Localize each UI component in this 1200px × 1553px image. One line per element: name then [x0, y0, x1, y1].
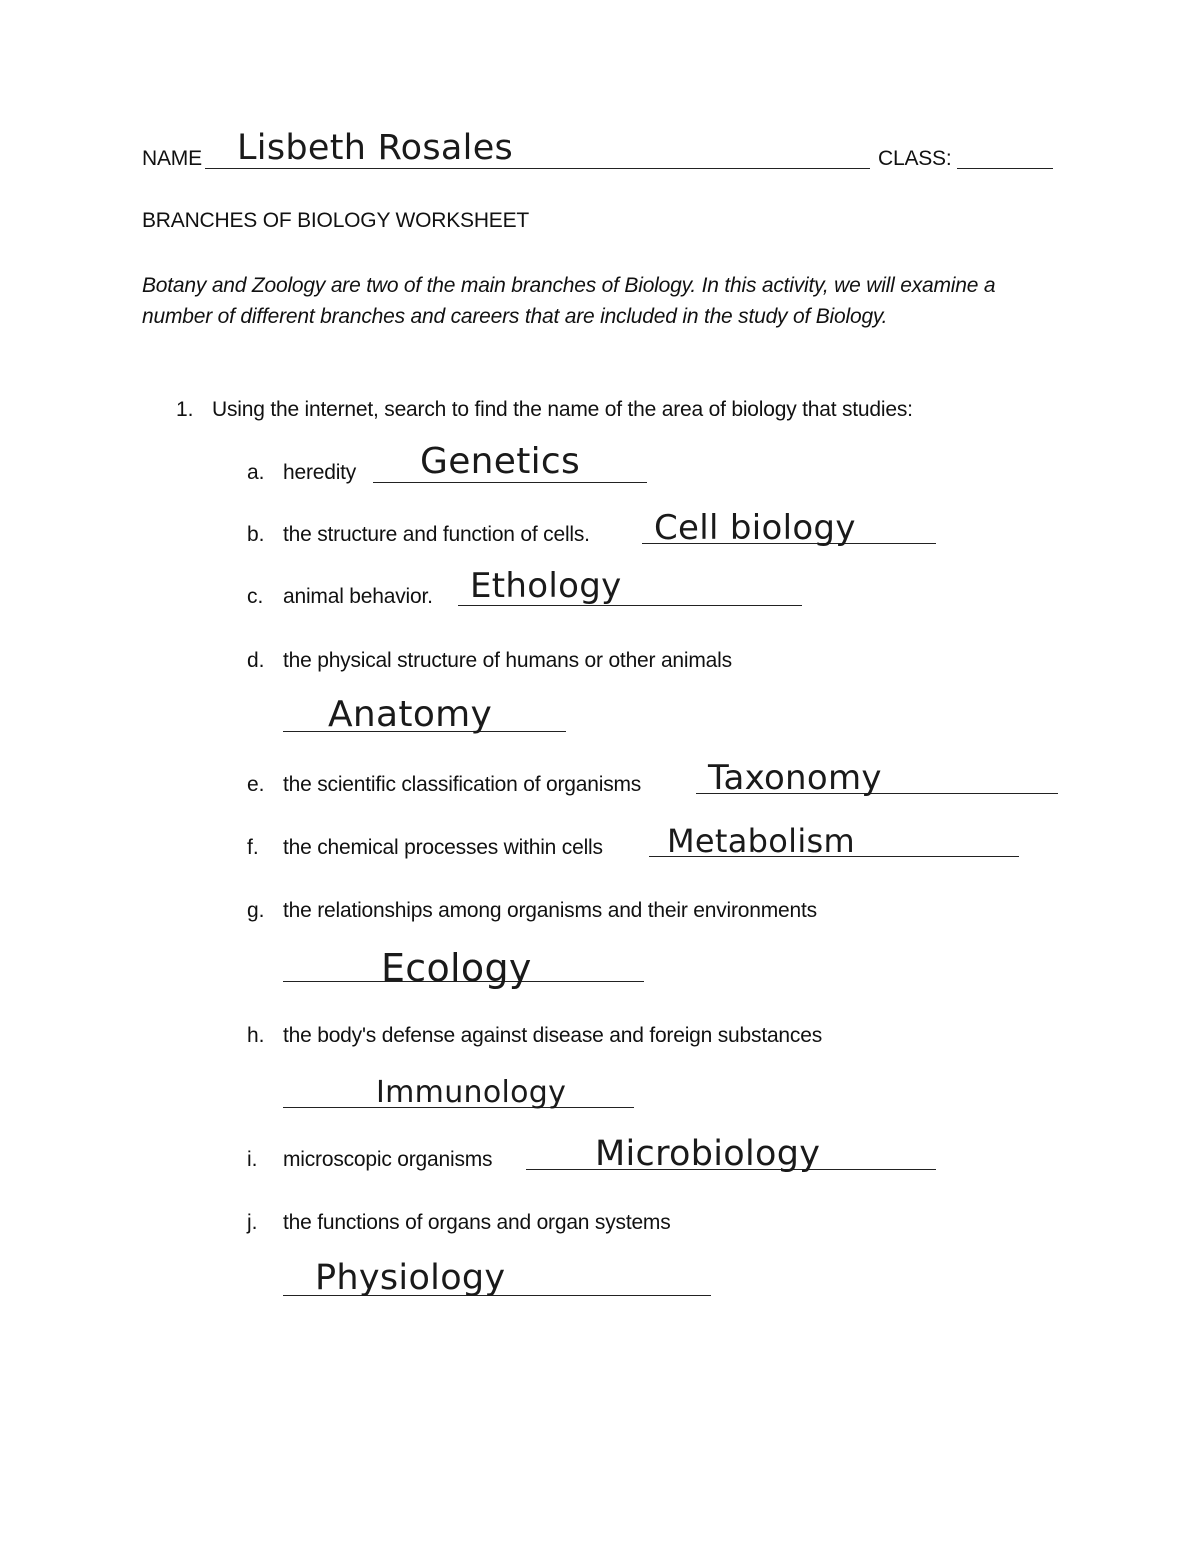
item-e-answer[interactable]: Taxonomy — [708, 758, 882, 798]
item-i-prompt: microscopic organisms — [283, 1148, 493, 1171]
item-e-prompt: the scientific classification of organisms — [283, 773, 642, 796]
item-g-letter: g. — [247, 899, 265, 922]
item-b-answer[interactable]: Cell biology — [654, 508, 856, 548]
item-a-answer[interactable]: Genetics — [420, 441, 581, 482]
item-f-letter: f. — [247, 836, 259, 859]
item-c-letter: c. — [247, 585, 264, 608]
question-number: 1. — [176, 398, 194, 421]
item-i-letter: i. — [247, 1148, 258, 1171]
item-e-letter: e. — [247, 773, 265, 796]
item-j-prompt: the functions of organs and organ systems — [283, 1211, 671, 1234]
class-label: CLASS: — [878, 147, 952, 170]
item-f-answer[interactable]: Metabolism — [667, 822, 855, 860]
item-b-letter: b. — [247, 523, 265, 546]
item-h-answer[interactable]: Immunology — [376, 1075, 567, 1110]
item-d-answer[interactable]: Anatomy — [328, 694, 493, 735]
item-f-prompt: the chemical processes within cells — [283, 836, 603, 859]
item-a-letter: a. — [247, 461, 265, 484]
item-b-prompt: the structure and function of cells. — [283, 523, 590, 546]
item-j-letter: j. — [247, 1211, 258, 1234]
name-field[interactable]: Lisbeth Rosales — [237, 128, 514, 168]
name-underline — [205, 168, 870, 169]
item-h-letter: h. — [247, 1024, 265, 1047]
item-c-answer[interactable]: Ethology — [470, 566, 622, 606]
worksheet-title: BRANCHES OF BIOLOGY WORKSHEET — [142, 209, 530, 232]
item-c-prompt: animal behavior. — [283, 585, 433, 608]
intro-paragraph: Botany and Zoology are two of the main branches of Biology. In this activity, we will examine a number of different branches and careers that are included in the study of Biology. — [142, 274, 996, 328]
question-text: Using the internet, search to find the name of the area of biology that studies: — [212, 398, 913, 421]
class-field[interactable] — [957, 168, 1053, 169]
item-a-underline — [373, 482, 647, 483]
item-i-answer[interactable]: Microbiology — [595, 1134, 821, 1174]
item-j-answer[interactable]: Physiology — [315, 1258, 506, 1298]
item-d-prompt: the physical structure of humans or other animals — [283, 649, 732, 672]
item-g-answer[interactable]: Ecology — [381, 946, 532, 990]
item-a-prompt: heredity — [283, 461, 357, 484]
item-g-prompt: the relationships among organisms and their environments — [283, 899, 817, 922]
item-d-letter: d. — [247, 649, 265, 672]
item-h-prompt: the body's defense against disease and foreign substances — [283, 1024, 822, 1047]
name-label: NAME — [142, 147, 202, 170]
